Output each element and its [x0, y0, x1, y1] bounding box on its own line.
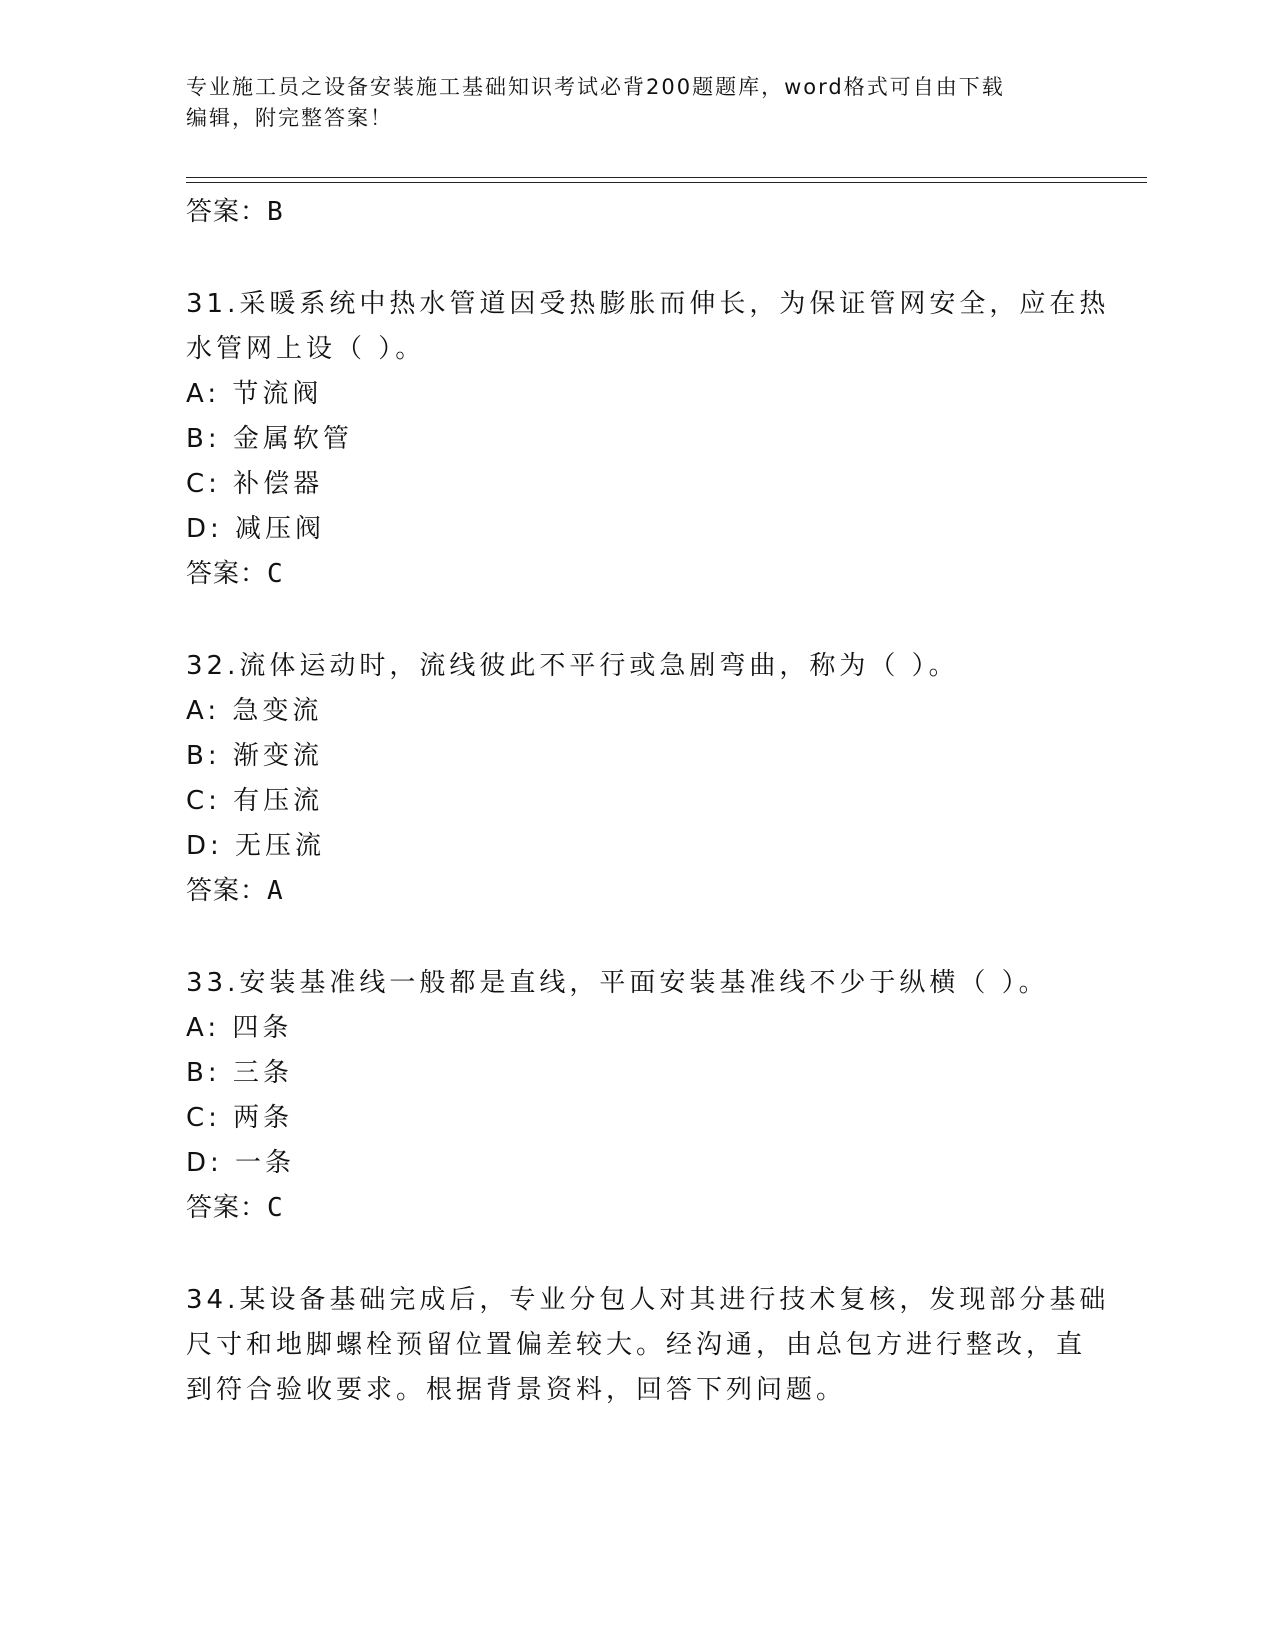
- answer-value: C: [267, 559, 284, 589]
- question-31: [186, 282, 1110, 597]
- document-header: [186, 72, 1066, 134]
- question-33: [186, 961, 1086, 1231]
- question-stem-line: 水管网上设（ ）。: [186, 334, 426, 364]
- header-line-2: 编辑，附完整答案！: [186, 106, 393, 130]
- option-b: B: 三条: [186, 1058, 293, 1088]
- question-stem-line: 31.采暖系统中热水管道因受热膨胀而伸长，为保证管网安全，应在热: [186, 289, 1110, 319]
- option-c: C: 两条: [186, 1103, 294, 1133]
- question-32: [186, 644, 1086, 914]
- answer-30: [186, 190, 1086, 235]
- header-divider-top: [186, 177, 1147, 178]
- header-divider-bottom: [186, 182, 1147, 183]
- option-c: C: 补偿器: [186, 469, 324, 499]
- option-b: B: 金属软管: [186, 424, 353, 454]
- question-stem-line: 33.安装基准线一般都是直线，平面安装基准线不少于纵横（ ）。: [186, 968, 1049, 998]
- question-stem-line: 32.流体运动时，流线彼此不平行或急剧弯曲，称为（ ）。: [186, 651, 959, 681]
- answer-label: 答案：: [186, 876, 268, 906]
- option-c: C: 有压流: [186, 786, 324, 816]
- answer-value: C: [267, 1193, 284, 1223]
- option-d: D: 一条: [186, 1148, 296, 1178]
- answer-label: 答案：: [186, 559, 268, 589]
- answer-value: B: [267, 197, 284, 227]
- question-stem-line: 34.某设备基础完成后，专业分包人对其进行技术复核，发现部分基础: [186, 1285, 1110, 1315]
- option-d: D: 减压阀: [186, 514, 326, 544]
- question-stem-line: 尺寸和地脚螺栓预留位置偏差较大。经沟通，由总包方进行整改，直: [186, 1330, 1087, 1360]
- option-b: B: 渐变流: [186, 741, 323, 771]
- answer-label: 答案：: [186, 197, 268, 227]
- document-body: [186, 190, 1110, 1413]
- answer-label: 答案：: [186, 1193, 268, 1223]
- header-line-1: 专业施工员之设备安装施工基础知识考试必背200题题库，word格式可自由下载: [186, 75, 1005, 99]
- option-a: A: 节流阀: [186, 379, 323, 409]
- question-34: [186, 1278, 1110, 1413]
- answer-33: [186, 1186, 1086, 1231]
- option-a: A: 急变流: [186, 696, 323, 726]
- answer-value: A: [267, 876, 284, 906]
- option-d: D: 无压流: [186, 831, 326, 861]
- answer-31: [186, 552, 1086, 597]
- answer-32: [186, 869, 1086, 914]
- question-stem-line: 到符合验收要求。根据背景资料，回答下列问题。: [186, 1375, 847, 1405]
- option-a: A: 四条: [186, 1013, 293, 1043]
